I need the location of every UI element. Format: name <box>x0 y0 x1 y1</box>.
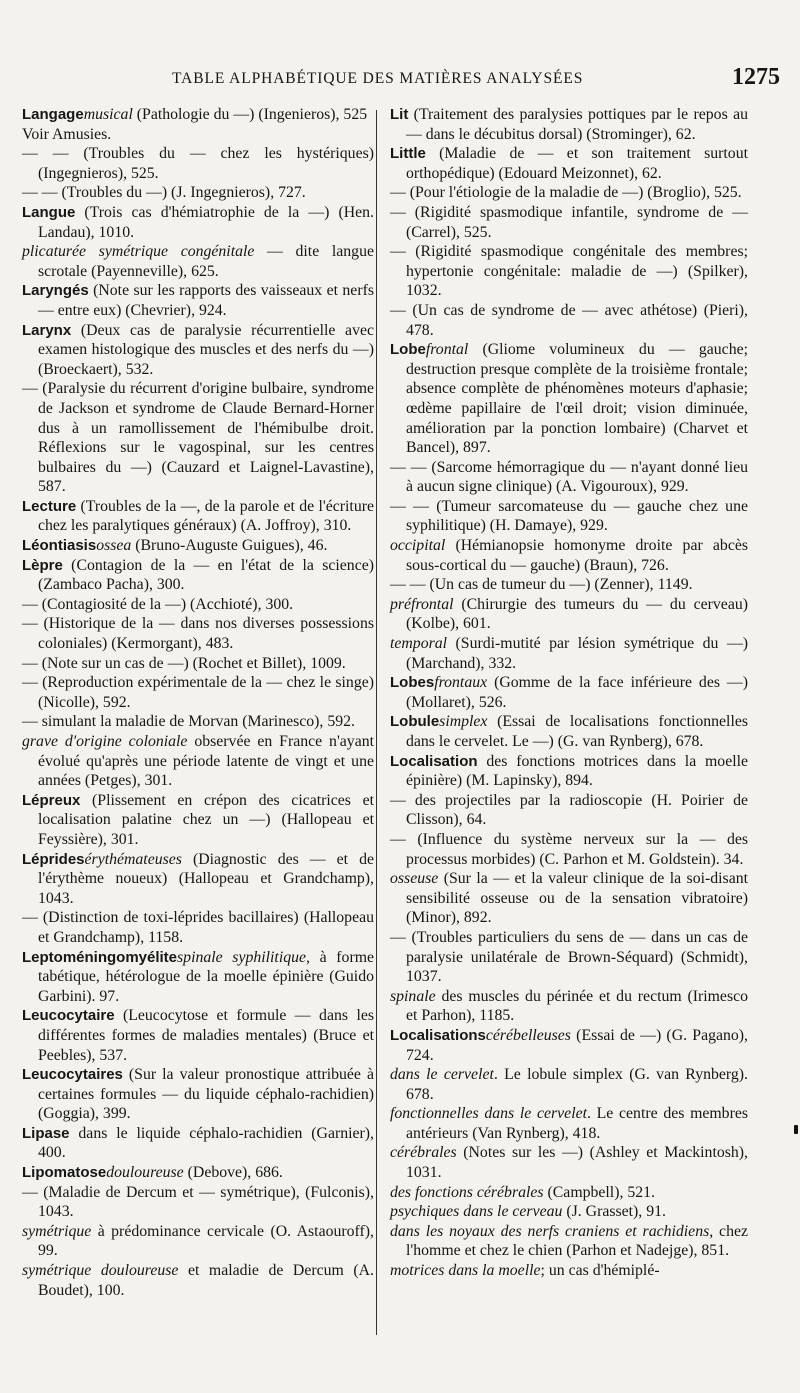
entry-text: , chez l'homme et chez le chien (Parhon et Nadejge), 851. <box>406 1222 748 1260</box>
entry-text: (Essai de localisations fonctionnelles dans le cervelet. Le —) (G. van Rynberg), 678. <box>406 713 748 750</box>
entry-headword: Léontiasis <box>22 537 97 555</box>
index-entry <box>390 183 748 203</box>
index-entry <box>22 125 374 145</box>
entry-italic: cérébrales <box>390 1144 457 1162</box>
index-entry <box>22 1065 374 1124</box>
index-entry <box>22 556 374 595</box>
entry-text: (Leucocytose et formule — dans les différentes formes de maladies mentales) (Bruce et Peebles), 537. <box>38 1007 374 1064</box>
entry-text: (Plissement en crépon des cicatrices et localisation palatine chez un —) (Hallopeau et Feyssière), 301. <box>38 791 374 848</box>
index-entry <box>22 791 374 850</box>
index-entry <box>390 458 748 497</box>
entry-text: — simulant la maladie de Morvan (Marinesco), 592. <box>22 713 355 731</box>
entry-text: — (Note sur un cas de —) (Rochet et Billet), 1009. <box>22 654 346 672</box>
entry-headword: Lèpre <box>22 556 63 574</box>
index-entry <box>390 536 748 575</box>
entry-italic: des fonctions cérébrales <box>390 1183 544 1201</box>
entry-text: — (Distinction de toxi-léprides bacillaires) (Hallopeau et Grandchamp), 1158. <box>22 909 374 946</box>
entry-text: (Debove), 686. <box>183 1164 283 1182</box>
page-number: 1275 <box>732 64 780 90</box>
entry-text: (Sur la valeur pronostique attribuée à certaines formules — du liquide céphalo-rachidien) (Goggia), 399. <box>38 1066 374 1123</box>
index-entry <box>22 183 374 203</box>
entry-italic: dans les noyaux des nerfs craniens et rachidiens <box>390 1222 710 1240</box>
entry-italic: osseuse <box>390 870 439 888</box>
entry-text: — (Paralysie du récurrent d'origine bulbaire, syndrome de Jackson et syndrome de Claude Bernard-Horner dus à un ramollissement de l'hémibulbe droit. Réflexions sur le vagospinal, sur les centres bulbaires du —) (Cauzard et Laignel-Lavastine), 587. <box>22 380 374 496</box>
entry-text: des muscles du périnée et du rectum (Irimesco et Parhon), 1185. <box>406 987 748 1025</box>
entry-text: (Note sur les rapports des vaisseaux et nerfs — entre eux) (Chevrier), 924. <box>38 282 374 319</box>
entry-italic: psychiques dans le cerveau <box>390 1203 563 1221</box>
index-entry <box>22 908 374 947</box>
entry-text: (Gomme de la face inférieure des —) (Mollaret), 526. <box>406 674 748 711</box>
entry-text: — (Historique de la — dans nos diverses possessions coloniales) (Kermorgant), 483. <box>22 615 374 653</box>
entry-italic: grave d'origine coloniale <box>22 733 188 750</box>
index-entry <box>22 673 374 712</box>
entry-text: (Surdi-mutité par lésion symétrique du —) (Marchand), 332. <box>406 635 748 672</box>
entry-italic: simplex <box>439 713 488 731</box>
index-entry <box>390 673 748 712</box>
index-column-left <box>22 105 374 1300</box>
index-entry <box>390 575 748 595</box>
index-entry <box>22 105 374 125</box>
entry-text: (J. Grasset), 91. <box>562 1203 666 1221</box>
index-entry <box>390 1202 748 1222</box>
index-entry <box>22 732 374 791</box>
entry-italic: dans le cervelet <box>390 1066 494 1084</box>
index-entry <box>22 1124 374 1163</box>
entry-headword: Lobe <box>390 341 426 359</box>
entry-headword: Leptoméningomyélite <box>22 948 178 966</box>
entry-italic: musical <box>83 106 133 123</box>
index-entry <box>390 144 748 183</box>
entry-text: — — (Sarcome hémorragique du — n'ayant donné lieu à aucun signe clinique) (A. Vigouroux), 929. <box>390 458 748 496</box>
entry-headword: Lépreux <box>22 791 81 809</box>
entry-text: (Contagion de la — en l'état de la science) (Zambaco Pacha), 300. <box>38 556 374 594</box>
entry-text: — (Pour l'étiologie de la maladie de —) (Broglio), 525. <box>390 184 742 202</box>
entry-headword: Little <box>390 145 426 163</box>
index-entry <box>22 948 374 1007</box>
index-entry <box>390 301 748 340</box>
entry-italic: frontaux <box>434 674 488 692</box>
index-entry <box>22 144 374 183</box>
entry-italic: érythémateuses <box>84 850 182 868</box>
entry-text: (Bruno-Auguste Guigues), 46. <box>131 537 328 555</box>
entry-text: à prédominance cervicale (O. Astaouroff), 99. <box>38 1222 374 1260</box>
index-entry <box>390 1104 748 1143</box>
index-entry <box>22 536 374 556</box>
entry-headword: Langue <box>22 203 76 221</box>
entry-text: — (Un cas de syndrome de — avec athétose) (Pieri), 478. <box>390 301 748 339</box>
index-entry <box>22 614 374 653</box>
entry-text: — (Maladie de Dercum et — symétrique), (Fulconis), 1043. <box>22 1183 374 1221</box>
entry-text: . Le centre des membres antérieurs (Van Rynberg), 418. <box>406 1105 748 1142</box>
entry-text: (Notes sur les —) (Ashley et Mackintosh), 1031. <box>406 1144 748 1182</box>
entry-text: (Pathologie du —) (Ingenieros), 525 <box>132 106 368 123</box>
entry-text: Voir Amusies. <box>22 125 112 143</box>
entry-text: et maladie de Dercum (A. Boudet), 100. <box>38 1262 374 1299</box>
entry-text: — des projectiles par la radioscopie (H. Poirier de Clisson), 64. <box>390 791 748 829</box>
entry-text: (Sur la — et la valeur clinique de la soi-disant sensibilité osseuse ou de la sensation vibratoire) (Minor), 892. <box>406 870 748 927</box>
entry-headword: Laryngés <box>22 282 89 300</box>
entry-headword: Lit <box>390 106 409 123</box>
entry-italic: occipital <box>390 537 446 555</box>
index-entry <box>390 712 748 751</box>
entry-text: (Essai de —) (G. Pagano), 724. <box>406 1026 748 1064</box>
entry-headword: Localisation <box>390 752 478 770</box>
index-entry <box>22 1222 374 1261</box>
entry-text: ; un cas d'hémiplé- <box>540 1262 660 1280</box>
index-entry <box>22 203 374 242</box>
entry-italic: cérébelleuses <box>485 1026 571 1044</box>
index-entry <box>390 1261 748 1281</box>
index-entry <box>22 595 374 615</box>
entry-italic: symétrique <box>22 1222 92 1240</box>
page-header <box>0 64 800 94</box>
entry-headword: Leucocytaires <box>22 1066 123 1084</box>
entry-headword: Lipomatose <box>22 1164 107 1182</box>
index-entry <box>390 869 748 928</box>
entry-italic: spinale syphilitique <box>177 948 307 966</box>
entry-italic: préfrontal <box>390 595 454 613</box>
index-entry <box>22 1163 374 1183</box>
index-entry <box>390 595 748 634</box>
index-entry <box>22 242 374 281</box>
entry-italic: spinale <box>390 987 436 1005</box>
entry-italic: plicaturée symétrique congénitale <box>22 243 255 261</box>
entry-text: (Traitement des paralysies pottiques par le repos au — dans le décubitus dorsal) (Strominger), 62. <box>406 106 748 143</box>
entry-text: — — (Troubles du —) (J. Ingegnieros), 727. <box>22 184 306 202</box>
entry-text: — (Rigidité spasmodique infantile, syndrome de — (Carrel), 525. <box>390 203 748 241</box>
entry-text: . Le lobule simplex (G. van Rynberg). 678. <box>406 1066 748 1103</box>
entry-text: — dite langue scrotale (Payenneville), 625. <box>38 243 374 280</box>
index-entry <box>390 203 748 242</box>
index-entry <box>22 379 374 497</box>
entry-headword: Langage <box>22 106 84 123</box>
index-entry <box>390 497 748 536</box>
entry-text: (Hémianopsie homonyme droite par abcès sous-cortical du — gauche) (Braun), 726. <box>406 537 748 574</box>
index-entry <box>22 497 374 536</box>
entry-headword: Lecture <box>22 497 77 515</box>
index-entry <box>390 928 748 987</box>
index-entry <box>22 281 374 320</box>
entry-italic: symétrique douloureuse <box>22 1262 179 1280</box>
index-entry <box>22 654 374 674</box>
entry-text: — (Reproduction expérimentale de la — chez le singe) (Nicolle), 592. <box>22 674 374 711</box>
entry-text: (Gliome volumineux du — gauche; destruction presque complète de la troisième frontale; absence complète de phénomènes moteurs d'aphasie; œdème papillaire de l'œil droit; vision diminuée, amélioration par la ponction lombaire) (Charvet et Bancel), 897. <box>406 341 748 457</box>
index-entry <box>390 752 748 791</box>
entry-text: — (Rigidité spasmodique congénitale des membres; hypertonie congénitale: maladie de —) (Spilker), 1032. <box>390 243 748 300</box>
entry-text: — (Influence du système nerveux sur la — des processus morbides) (C. Parhon et M. Goldstein). 34. <box>390 830 748 868</box>
index-entry <box>22 712 374 732</box>
entry-headword: Localisations <box>390 1026 486 1044</box>
entry-text: (Campbell), 521. <box>543 1183 655 1201</box>
index-entry <box>390 242 748 301</box>
column-divider <box>376 110 377 1335</box>
entry-text: (Maladie de — et son traitement surtout orthopédique) (Edouard Meizonnet), 62. <box>406 145 748 182</box>
index-entry <box>22 1006 374 1065</box>
entry-text: — — (Un cas de tumeur du —) (Zenner), 1149. <box>390 576 693 594</box>
entry-italic: motrices dans la moelle <box>390 1262 541 1280</box>
entry-italic: ossea <box>96 537 132 555</box>
index-entry <box>390 340 748 458</box>
index-entry <box>390 634 748 673</box>
entry-text: (Deux cas de paralysie récurrentielle avec examen histologique des muscles et des nerfs du —) (Broeckaert), 532. <box>38 321 374 378</box>
entry-text: — (Contagiosité de la —) (Acchioté), 300. <box>22 595 294 613</box>
entry-italic: fonctionnelles dans le cervelet <box>390 1105 587 1123</box>
index-entry <box>390 1065 748 1104</box>
entry-text: — (Troubles particuliers du sens de — dans un cas de paralysie unilatérale de Brown-Séquard) (Schmidt), 1037. <box>390 928 748 986</box>
index-entry <box>390 830 748 869</box>
entry-text: , à forme tabétique, hétérologue de la moelle épinière (Guido Garbini). 97. <box>38 948 375 1005</box>
entry-text: — — (Tumeur sarcomateuse du — gauche chez une syphilitique) (H. Damaye), 929. <box>390 497 748 535</box>
index-entry <box>390 105 748 144</box>
entry-headword: Lobule <box>390 713 440 731</box>
entry-italic: frontal <box>425 341 469 359</box>
index-entry <box>390 1026 748 1065</box>
index-entry <box>22 1261 374 1300</box>
index-entry <box>390 987 748 1026</box>
index-entry <box>390 791 748 830</box>
entry-headword: Leucocytaire <box>22 1007 115 1025</box>
entry-italic: temporal <box>390 635 448 653</box>
index-entry <box>390 1183 748 1203</box>
margin-mark <box>794 1125 798 1134</box>
index-entry <box>22 1183 374 1222</box>
entry-italic: douloureuse <box>106 1164 184 1182</box>
running-title: TABLE ALPHABÉTIQUE DES MATIÈRES ANALYSÉES <box>172 70 584 87</box>
index-entry <box>390 1222 748 1261</box>
entry-text: dans le liquide céphalo-rachidien (Garnier), 400. <box>38 1124 374 1162</box>
index-entry <box>22 850 374 909</box>
entry-text: (Troubles de la —, de la parole et de l'écriture chez les paralytiques généraux) (A. Joffroy), 310. <box>38 497 374 535</box>
entry-text: (Chirurgie des tumeurs du — du cerveau) (Kolbe), 601. <box>406 595 748 633</box>
entry-text: — — (Troubles du — chez les hystériques) (Ingegnieros), 525. <box>22 145 374 182</box>
entry-headword: Léprides <box>22 850 85 868</box>
entry-text: (Trois cas d'hémiatrophie de la —) (Hen. Landau), 1010. <box>38 203 374 241</box>
index-entry <box>22 321 374 380</box>
index-entry <box>390 1143 748 1182</box>
entry-headword: Lipase <box>22 1124 70 1142</box>
entry-headword: Lobes <box>390 674 435 692</box>
entry-headword: Larynx <box>22 321 72 339</box>
entry-text: observée en France n'ayant évolué qu'après une période latente de vingt et une années (Petges), 301. <box>38 733 375 790</box>
index-column-right <box>390 105 748 1281</box>
entry-text: (Diagnostic des — et de l'érythème noueux) (Hallopeau et Grandchamp), 1043. <box>38 850 374 907</box>
entry-text: des fonctions motrices dans la moelle épinière) (M. Lapinsky), 894. <box>406 752 748 790</box>
